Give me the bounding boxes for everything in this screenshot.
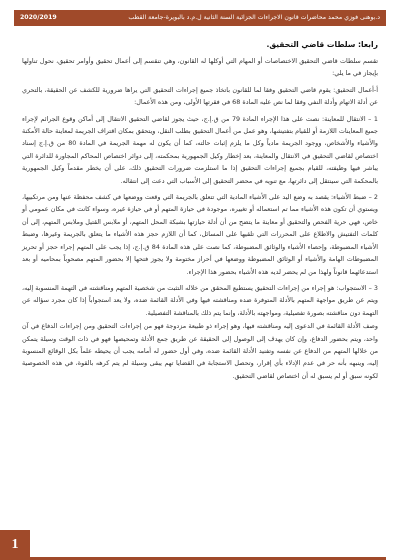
- document-body: [22, 40, 378, 383]
- header-band: [14, 10, 386, 26]
- header-year: 2020/2019: [20, 14, 57, 21]
- header-title: د.بوهنى فوزي محمد محاضرات قانون الاجراءات الجزائية السنة الثانية ل.م.د بالبويرة-جامعة القطب: [128, 14, 380, 21]
- paragraph-intro: تقسم سلطات قاضي التحقيق الاختصاصات أو المهام التي أوكلها له القانون، وهي تنقسم إلى أعمال تحقيق وأوامر تحقيق، نحول تناولها بإيجاز في ما يلي:: [22, 57, 378, 78]
- paragraph-investigation-acts: أ-أعمال التحقيق: يقوم قاضي التحقيق وفقا لما للقانون باتخاذ جميع إجراءات التحقيق التي يراها ضرورية للكشف عن الحقيقة، بالتحري عن أدلة الاتهام وأدلة النفي وفقا لما نص عليه المادة 68 في فقرتها الأولى، ومن هذه الأعمال:: [22, 85, 378, 107]
- paragraph-site-inspection: 1 – الانتقال للمعاينة: نصت على هذا الإجراء المادة 79 من ق.إ.ج، حيث يجوز لقاضي التحقيق الانتقال إلى أماكن وقوع الجرائم لإجراء جميع المعاينات اللازمة أو للقيام بتفتيشها، وهو عمل من أعمال التحقيق بطلب النقل، ويتحقق بمكان اقتراف الجريمة لمعاينة حالة الأمكنة والأشياء والأشخاص، ووجود الجريمة مادياً وكل ما يلزم إثبات حالته، كما أن يكون له مهمة الجريمة في المادة 80 من ق.إ.ج إسناد اختصاص لقاضي التحقيق في الانتقال والمعاينة، بعد إخطار وكيل الجمهورية بمحكمته، إلى دوائر اختصاص المحاكم المجاورة للدائرة التي يباشر فيها وظيفته، للقيام بجميع إجراءات التحقيق إذا ما استلزمت ضرورات التحقيق ذلك، على أن يخطر مقدماً وكيل الجمهورية بالمحكمة التي سينتقل إلى دائرتها، مع تنويه في محضر التحقيق إلى الأسباب التي دعت إلى انتقاله.: [22, 114, 378, 185]
- paragraph-interrogation: 3 – الاستجواب: هو إجراء من إجراءات التحقيق يستطيع المحقق من خلاله التثبت من شخصية المتهم ومناقشته في التهمة المنسوبة إليه، ويتم عن طريق مواجهة المتهم بالأدلة المتوفرة ضده ومناقشته فيها وفي الأدلة القائمة ضده، ولا يعد استجواباً إذا كان مجرد سؤاله عن التهمة دون مناقشته بصورة تفصيلية، ومواجهته بالأدلة، وإنما يتم ذلك بالمناقشة التفصيلية.: [22, 283, 378, 317]
- paragraph-interrogation-cont: وصف الأدلة القائمة في الدعوى إليه ومناقشته فيها، وهو إجراء ذو طبيعة مزدوجة فهو من إجراءات التحقيق ومن إجراءات الدفاع في آن واحد، ويتم بحضور الدفاع، وإن كان يهدف إلى الوصول إلى الحقيقة عن طريق جمع الأدلة وتمحيصها فهو في ذات الوقت وسيلة يتمكن من خلالها المتهم من الدفاع عن نفسه وتفنيد الأدلة القائمة ضده، وفي أول حضور له أمامه يجب أن يحيطه علماً بكل الوقائع المنسوبة إليه، وينبهه بأنه حر في عدم الإدلاء بأي إقرار، وتحصل الاستجابة في القضايا تهم يبقى وسيلة لم يتم كرهه بالقوة، في هذه الخصوصية لكونه سبق أو لم يسبق له أن اختصاص لقاضي التحقيق.: [22, 322, 378, 380]
- page-number-badge: 1: [0, 530, 30, 560]
- section-title: رابعا: سلطات قاضي التحقيق.: [266, 40, 378, 49]
- paragraph-seizure: 2 – ضبط الأشياء: يقصد به وضع اليد على الأشياء المادية التي تتعلق بالجريمة التي وقعت ووضعها في كشف محفظة عنها ومن مرتكبيها، ويستوي أن تكون هذه الأشياء مما تم استعماله أو تغييره، موجودة في حيازة المتهم أو في حيازة غيره، وسواء كانت في مكان عمومي أو خاص، فهي حرية الفحص والتحقيق أو معاينة ما يتضح من أن أدلة حيازتها بشبكة المحل المتهم، أو ملابس القتيل وملابس المتهم، إلى أن كلمات التفتيش والاطلاع على المحررات التي تلقيها على المسائل، كما أن اللازم حجز هذه الأشياء ما يتعلق بالجريمة وغيرها، وضبط الأشياء المضبوطة، وإحصاء الأشياء والوثائق المضبوطة، كما نصت على هذه المادة 84 ق.إ.ج، إذا يجب على المتهم إجراء حجز أو تحريز المضبوطات الهامة والأشياء أو الوثائق المضبوطة ووضعها في أحراز مختومة ولا يجوز فتحها إلا بحضور المتهم مصحوباً بمحاميه أو بعد استدعائهما قانوناً ولهذا من لم يحضر لديه هذه الأشياء بحضور هذا الإجراء.: [22, 193, 378, 276]
